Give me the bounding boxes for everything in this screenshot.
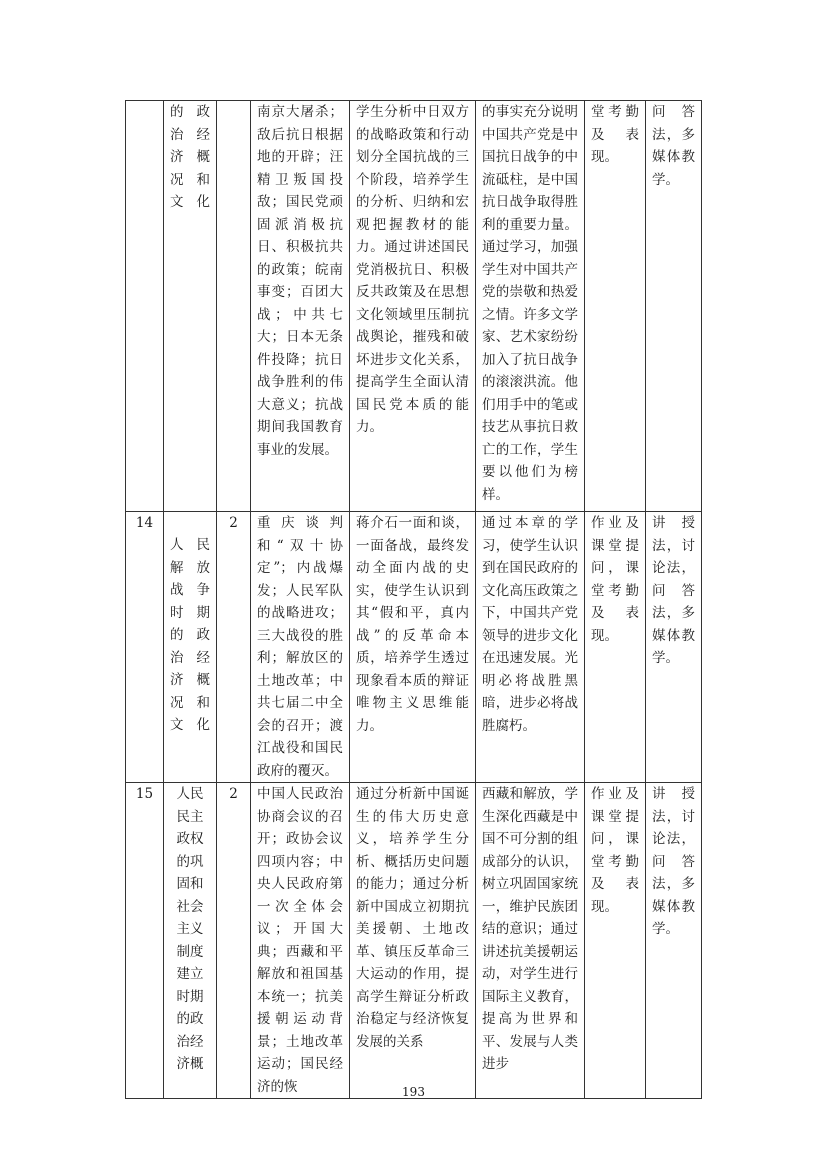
chapter-title: 人民解放战争时期的政治经济概况和文化 [170, 537, 210, 733]
assessment: 堂考勤及表现。 [591, 104, 639, 165]
chapter-title: 人民民主政权的巩固和社会主义制度建立时期的政治经济概 [176, 786, 204, 1072]
teaching-method: 讲授法，讨论法，问答法，多媒体教学。 [652, 786, 695, 937]
ideological-education: 西藏和解放，学生深化西藏是中国不可分割的组成部分的认识，树立巩固国家统一，维护民族团结的意识；通过讲述抗美援朝运动，对学生进行国际主义教育，提高为世界和平、发展与人类进步 [482, 786, 578, 1072]
hours: 2 [229, 515, 238, 531]
row-number: 15 [135, 786, 154, 802]
teaching-content: 南京大屠杀；敌后抗日根据地的开辟；汪精卫叛国投敌；国民党顽固派消极抗日、积极抗共的政策；皖南事变；百团大战；中共七大；日本无条件投降；抗日战争胜利的伟大意义；抗战期间我国教育事业的发展。 [257, 104, 343, 458]
ideology-cell [476, 783, 585, 1099]
content-cell [251, 783, 350, 1099]
table-row [126, 512, 702, 783]
assessment-cell [585, 512, 646, 783]
row-number-cell [126, 101, 164, 512]
goal-cell [350, 512, 476, 783]
ideology-cell [476, 512, 585, 783]
hours-cell [217, 783, 251, 1099]
method-cell [646, 512, 702, 783]
teaching-goal: 蒋介石一面和谈，一面备战，最终发动全面内战的史实，使学生认识到其“假和平，真内战”的反革命本质，培养学生透过现象看本质的辩证唯物主义思维能力。 [356, 515, 469, 734]
method-cell [646, 101, 702, 512]
teaching-goal: 通过分析新中国诞生的伟大历史意义，培养学生分析、概括历史问题的能力；通过分析新中国成立初期抗美援朝、土地改革、镇压反革命三大运动的作用，提高学生辩证分析政治稳定与经济恢复发展的关系 [356, 786, 469, 1050]
row-number-cell [126, 783, 164, 1099]
hours: 2 [229, 786, 238, 802]
assessment-cell [585, 101, 646, 512]
assessment-cell [585, 783, 646, 1099]
ideological-education: 的事实充分说明中国共产党是中国抗日战争的中流砥柱，是中国抗日战争取得胜利的重要力量。通过学习，加强学生对中国共产党的崇敬和热爱之情。许多文学家、艺术家纷纷加入了抗日战争的滚滚洪流。他们用手中的笔或技艺从事抗日救亡的工作，学生要以他们为榜样。 [482, 104, 578, 503]
method-cell [646, 783, 702, 1099]
teaching-goal: 学生分析中日双方的战略政策和行动划分全国抗战的三个阶段，培养学生的分析、归纳和宏观把握教材的能力。通过讲述国民党消极抗日、积极反共政策及在思想文化领域里压制抗战舆论，摧残和破坏进步文化关系，提高学生全面认清国民党本质的能力。 [356, 104, 469, 435]
goal-cell [350, 101, 476, 512]
teaching-content: 中国人民政治协商会议的召开；政协会议四项内容；中央人民政府第一次全体会议；开国大典；西藏和平解放和祖国基本统一；抗美援朝运动背景；土地改革运动；国民经济的恢 [257, 786, 343, 1095]
chapter-title: 的政治经济概况和文化 [170, 104, 210, 210]
teaching-method: 讲授法，讨论法，问答法，多媒体教学。 [652, 515, 695, 666]
table-row [126, 101, 702, 512]
content-cell [251, 101, 350, 512]
teaching-method: 问答法，多媒体教学。 [652, 104, 695, 188]
syllabus-table [125, 100, 702, 1099]
chapter-title-cell [164, 512, 217, 783]
goal-cell [350, 783, 476, 1099]
assessment: 作业及课堂提问，课堂考勤及表现。 [591, 786, 639, 915]
hours-cell [217, 101, 251, 512]
teaching-content: 重庆谈判和“双十协定”；内战爆发；人民军队的战略进攻；三大战役的胜利；解放区的土地改革；中共七届二中全会的召开；渡江战役和国民政府的覆灭。 [257, 515, 343, 779]
assessment: 作业及课堂提问，课堂考勤及表现。 [591, 515, 639, 644]
chapter-title-cell [164, 783, 217, 1099]
table-row [126, 783, 702, 1099]
row-number: 14 [135, 515, 154, 531]
chapter-title-cell [164, 101, 217, 512]
content-cell [251, 512, 350, 783]
ideological-education: 通过本章的学习，使学生认识到在国民政府的文化高压政策之下，中国共产党领导的进步文化在迅速发展。光明必将战胜黑暗，进步必将战胜腐朽。 [482, 515, 578, 734]
page-number: 193 [402, 1085, 425, 1099]
hours-cell [217, 512, 251, 783]
ideology-cell [476, 101, 585, 512]
row-number-cell [126, 512, 164, 783]
